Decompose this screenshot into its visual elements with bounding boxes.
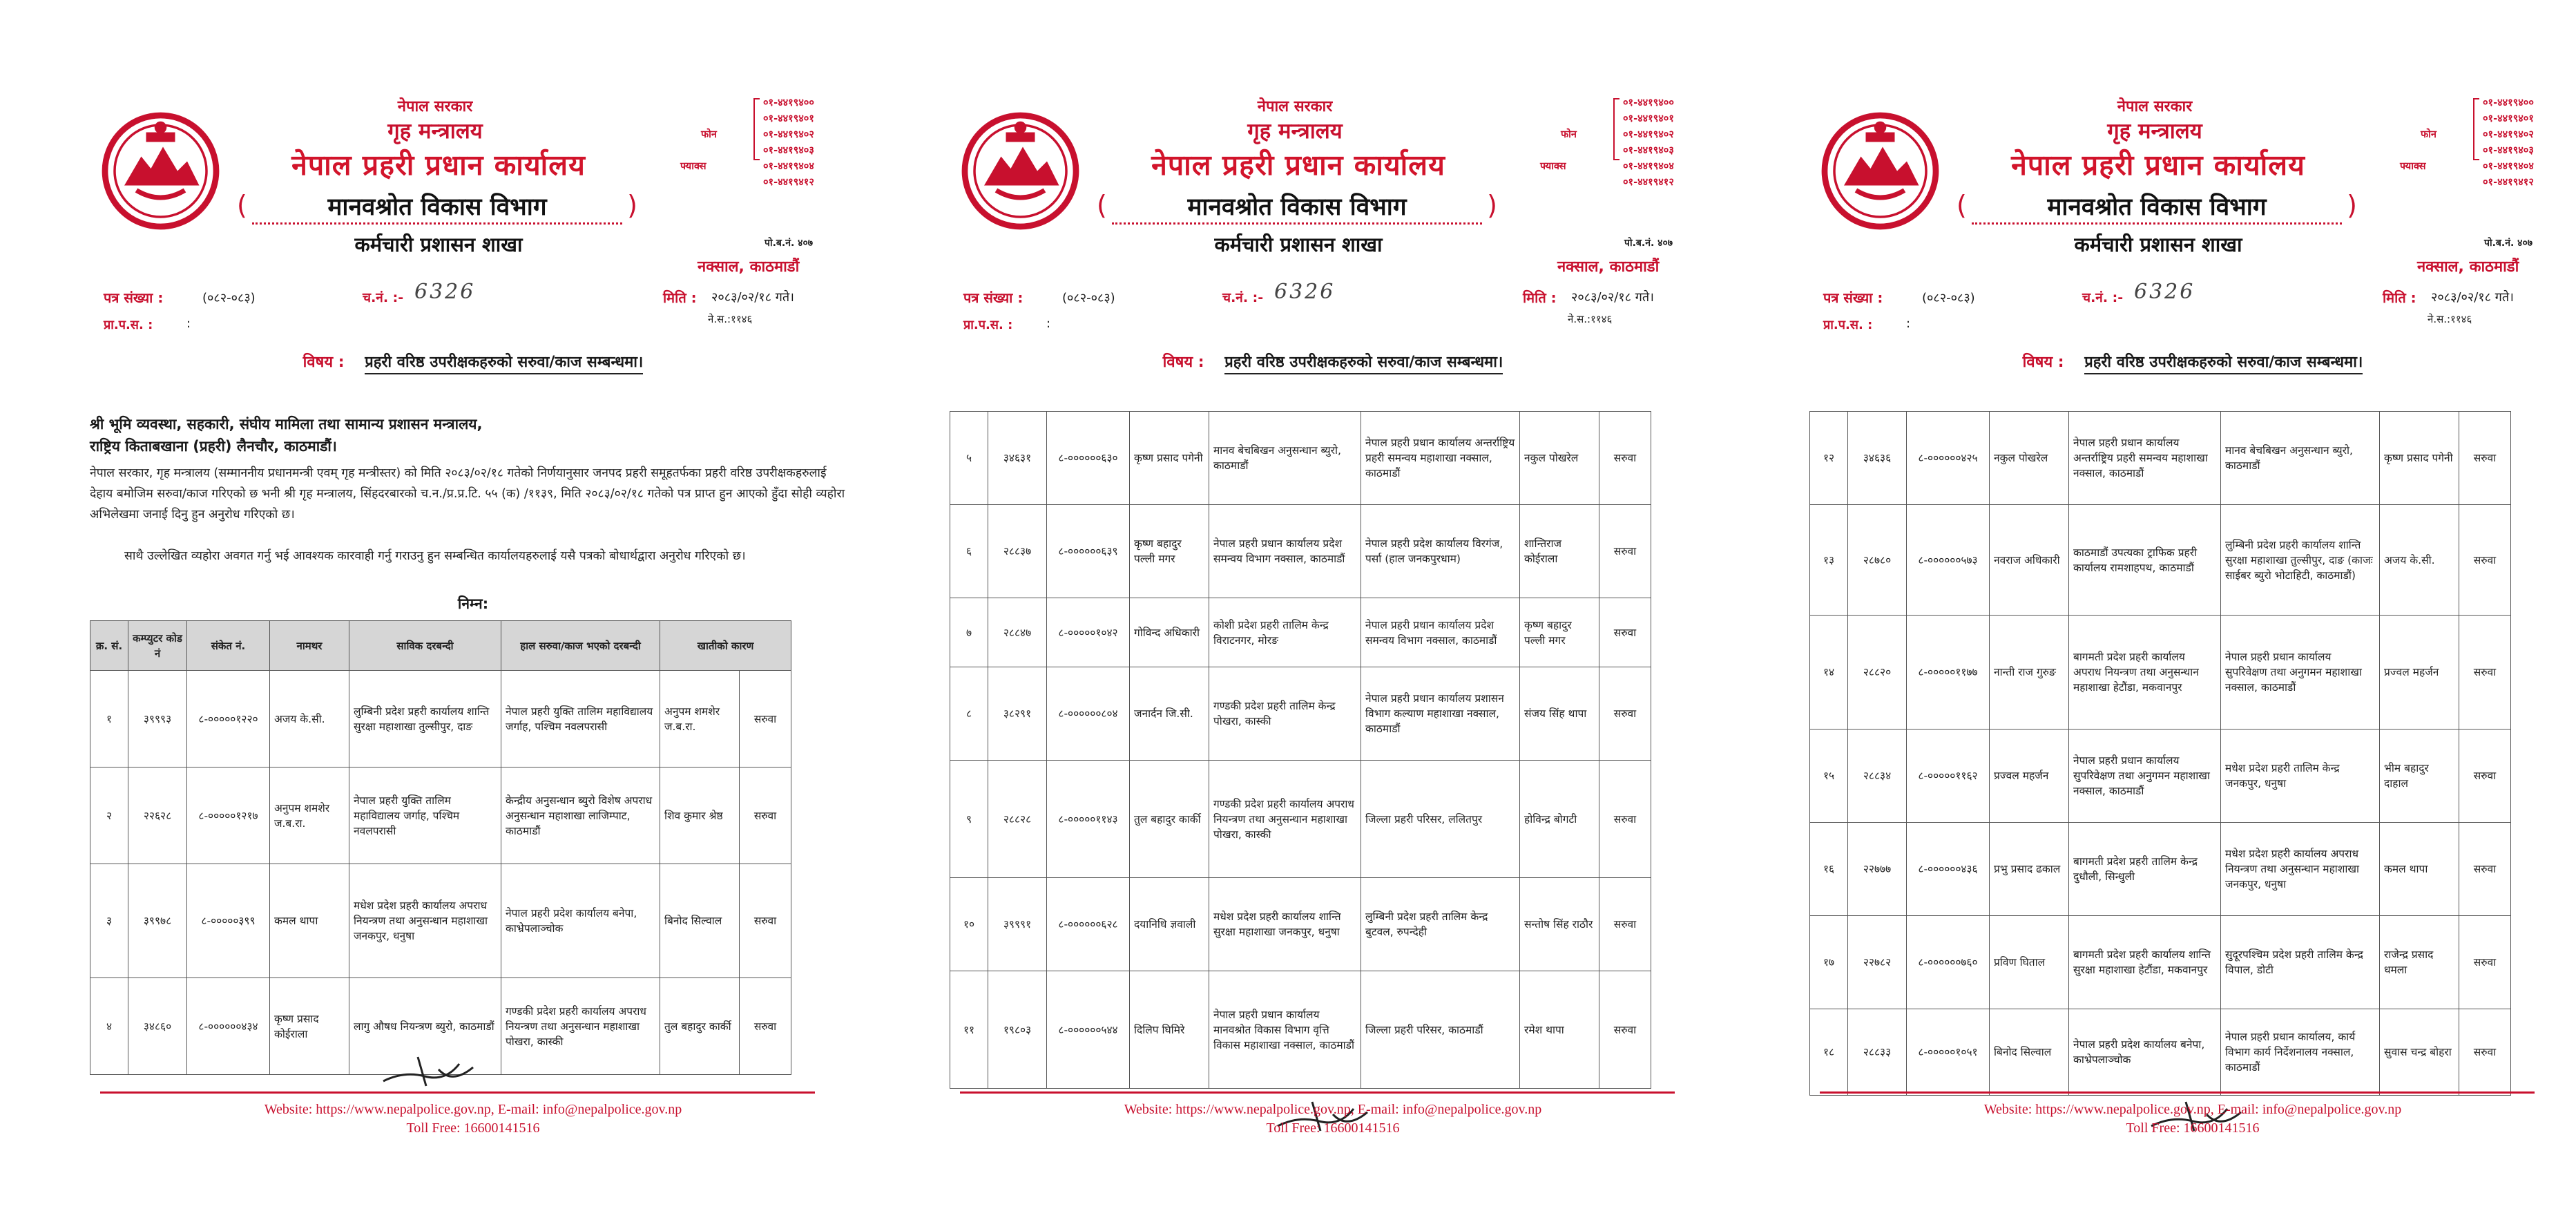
column-header: खातीको कारण [660,621,791,671]
cell-sn: ५ [950,412,988,505]
cell-name: नवराज अधिकारी [1990,505,2069,616]
subject-label: विषय : [302,354,345,371]
footer-toll-free: Toll Free: 16600141516 [2126,1121,2260,1136]
ministry-title: गृह मन्त्रालय [1247,119,1343,144]
cell-name: जनार्दन जि.सी. [1130,667,1209,761]
dispatch-number: 6326 [414,280,476,304]
cell-to: नेपाल प्रहरी प्रधान कार्यालय सुपरिवेक्षण तथा अनुगमन महाशाखा नक्साल, काठमाडौं [2221,616,2380,730]
letter-no-label: पत्र संख्या : [1823,289,1883,306]
column-header: साविक दरबन्दी [349,621,501,671]
cell-to: मधेश प्रदेश प्रहरी कार्यालय अपराध नियन्त्रण तथा अनुसन्धान महाशाखा जनकपुर, धनुषा [2221,823,2380,916]
cell-name: दिलिप घिमिरे [1130,971,1209,1089]
phone-number: ०१-४४१९४०० [2483,97,2534,108]
cell-sn: ४ [90,978,128,1075]
cell-type: सरुवा [740,767,791,864]
cell-code: ३९९९१ [988,878,1047,971]
cell-sn: १ [90,671,128,767]
dispatch-number: 6326 [2134,280,2195,304]
paren-left: ( [1957,190,1967,220]
department-label: मानवश्रोत विकास विभाग [2047,193,2267,221]
letter-no-label: पत्र संख्या : [104,289,164,306]
letter-no-label: पत्र संख्या : [963,289,1023,306]
nepal-samvat: ने.स.:११४६ [1568,313,1613,325]
cell-name: प्रज्वल महर्जन [1990,730,2069,823]
dispatch-label: च.नं. :- [1222,290,1264,305]
cell-sn: १४ [1810,616,1848,730]
cell-from: मधेश प्रदेश प्रहरी कार्यालय अपराध नियन्त्रण तथा अनुसन्धान महाशाखा जनकपुर, धनुषा [349,864,501,978]
cell-vacancy: कृष्ण बहादुर पल्ली मगर [1520,598,1599,667]
cell-from: बागमती प्रदेश प्रहरी कार्यालय अपराध नियन्त्रण तथा अनुसन्धान महाशाखा हेटौंडा, मकवानपुर [2069,616,2221,730]
table-row [1810,505,2511,616]
phone-label: फोन [1561,129,1577,140]
po-box: पो.ब.नं. ४०७ [1624,238,1673,249]
cell-sanket: ८-०००००११६२ [1907,730,1990,823]
cell-code: १९८०३ [988,971,1047,1089]
cell-sn: १६ [1810,823,1848,916]
table-row [1810,730,2511,823]
cell-code: ३४६३६ [1848,412,1907,505]
table-row [90,671,791,767]
cell-from: नेपाल प्रहरी प्रधान कार्यालय प्रदेश समन्वय विभाग नक्साल, काठमाडौं [1209,505,1361,598]
cell-to: नेपाल प्रहरी प्रधान कार्यालय प्रशासन विभाग कल्याण महाशाखा नक्साल, काठमाडौं [1361,667,1520,761]
table-row [950,878,1651,971]
office-title: नेपाल प्रहरी प्रधान कार्यालय [291,149,586,182]
letter-date: २०८३/०२/१८ गते। [711,290,794,305]
date-label: मिति : [1523,289,1557,306]
date-label: मिति : [2383,289,2416,306]
body-paragraph-2: साथै उल्लेखित व्यहोरा अवगत गर्नु भई आवश्यक कारवाही गर्नु गराउनु हुन सम्बन्धित कार्यालयहरुलाई यसै पत्रको बोधार्थद्वारा अनुरोध गरिएको छ। [124,549,746,563]
cell-sanket: ८-००००००५७३ [1907,505,1990,616]
column-header: नामथर [270,621,349,671]
phone-number: ०१-४४१९४०४ [763,161,814,172]
signature-mark [376,1050,480,1091]
fiscal-year: (०८२-०८३) [1922,291,1975,305]
subject-line [1785,351,2576,372]
cell-to: नेपाल प्रहरी प्रधान कार्यालय प्रदेश समन्वय विभाग नक्साल, काठमाडौं [1361,598,1520,667]
cell-code: २२६२८ [128,767,187,864]
cell-to: सुदूरपश्चिम प्रदेश प्रहरी तालिम केन्द्र विपाल, डोटी [2221,916,2380,1009]
cell-code: २८८३३ [1848,1009,1907,1096]
cell-sanket: ८-००००००६३० [1047,412,1130,505]
cell-name: कमल थापा [270,864,349,978]
cell-name: प्रविण घिताल [1990,916,2069,1009]
cell-name: दयानिधि ज्ञवाली [1130,878,1209,971]
cell-sanket: ८-००००००६३९ [1047,505,1130,598]
cell-sanket: ८-००००००७६० [1907,916,1990,1009]
office-address: नक्साल, काठमाडौं [2417,258,2519,276]
reference-row [104,280,881,312]
cell-from: गण्डकी प्रदेश प्रहरी तालिम केन्द्र पोखरा, कास्की [1209,667,1361,761]
cell-vacancy: तुल बहादुर कार्की [660,978,740,1075]
cell-type: सरुवा [1599,598,1651,667]
prapus-value: : [1046,316,1051,331]
paren-right: ) [627,190,637,220]
phone-number: ०१-४४१९४१२ [763,177,814,188]
recipient-line-1: श्री भूमि व्यवस्था, सहकारी, संघीय मामिला तथा सामान्य प्रशासन मन्त्रालय, [90,416,483,432]
cell-vacancy: शिव कुमार श्रेष्ठ [660,767,740,864]
office-title: नेपाल प्रहरी प्रधान कार्यालय [2011,149,2305,182]
cell-type: सरुवा [1599,505,1651,598]
dotted-underline [252,222,622,225]
table-row [950,412,1651,505]
table-row [1810,412,2511,505]
paren-left: ( [237,190,247,220]
office-title: नेपाल प्रहरी प्रधान कार्यालय [1151,149,1445,182]
cell-sn: १२ [1810,412,1848,505]
cell-name: बिनोद सिल्वाल [1990,1009,2069,1096]
subject-text: प्रहरी वरिष्ठ उपरीक्षकहरुको सरुवा/काज सम्बन्धमा। [1224,354,1503,374]
table-row [1810,916,2511,1009]
footer-website: Website: https://www.nepalpolice.gov.np, E-mail: info@nepalpolice.gov.np [1983,1102,2402,1117]
cell-to: केन्द्रीय अनुसन्धान ब्युरो विशेष अपराध अनुसन्धान महाशाखा लाजिम्पाट, काठमाडौं [501,767,660,864]
cell-sanket: ८-०००००१०५१ [1907,1009,1990,1096]
table-row [950,667,1651,761]
cell-sanket: ८-०००००१०४२ [1047,598,1130,667]
subject-label: विषय : [1162,354,1204,371]
phone-numbers [763,95,814,191]
cell-type: सरुवा [2459,1009,2511,1096]
cell-sn: ३ [90,864,128,978]
cell-type: सरुवा [2459,616,2511,730]
cell-type: सरुवा [1599,667,1651,761]
cell-from: नेपाल प्रहरी युक्ति तालिम महाविद्यालय जर्गाह, पश्चिम नवलपरासी [349,767,501,864]
cell-name: नकुल पोखरेल [1990,412,2069,505]
table-row [950,505,1651,598]
po-box: पो.ब.नं. ४०७ [2484,238,2533,249]
cell-sanket: ८-०००००११७७ [1907,616,1990,730]
footer-rule [1820,1091,2535,1094]
office-address: नक्साल, काठमाडौं [698,258,800,276]
cell-name: तुल बहादुर कार्की [1130,761,1209,878]
branch-title: कर्मचारी प्रशासन शाखा [354,233,523,256]
cell-sn: ११ [950,971,988,1089]
letter-date: २०८३/०२/१८ गते। [1571,290,1654,305]
phone-number: ०१-४४१९४०३ [1623,145,1674,156]
cell-code: २८८३७ [988,505,1047,598]
transfer-table [90,620,791,1075]
cell-to: लुम्बिनी प्रदेश प्रहरी तालिम केन्द्र बुटवल, रुपन्देही [1361,878,1520,971]
prapus-label: प्रा.प.स. : [1823,318,1873,332]
cell-type: सरुवा [2459,730,2511,823]
cell-name: अजय के.सी. [270,671,349,767]
nepal-samvat: ने.स.:११४६ [2428,313,2472,325]
phone-number: ०१-४४१९४०० [763,97,814,108]
table-row [950,761,1651,878]
cell-sanket: ८-०००००१२२० [187,671,270,767]
cell-vacancy: राजेन्द्र प्रसाद धमला [2380,916,2459,1009]
dotted-underline [1112,222,1482,225]
cell-sanket: ८-००००००४३६ [1907,823,1990,916]
cell-type: सरुवा [740,864,791,978]
department-title [1957,190,2357,227]
cell-name: प्रभु प्रसाद ढकाल [1990,823,2069,916]
cell-sanket: ८-००००००८०४ [1047,667,1130,761]
prapus-label: प्रा.प.स. : [104,318,153,332]
letter-page-2 [925,0,1740,1211]
table-row [90,767,791,864]
phone-number: ०१-४४१९४०४ [1623,161,1674,172]
cell-code: २८८२० [1848,616,1907,730]
gov-title: नेपाल सरकार [397,98,473,115]
prapus-value: : [1906,316,1911,331]
column-header: क्र. सं. [90,621,128,671]
cell-type: सरुवा [1599,878,1651,971]
paren-right: ) [2347,190,2357,220]
subject-text: प्रहरी वरिष्ठ उपरीक्षकहरुको सरुवा/काज सम्बन्धमा। [2084,354,2363,374]
po-box: पो.ब.नं. ४०७ [765,238,814,249]
cell-to: जिल्ला प्रहरी परिसर, काठमाडौं [1361,971,1520,1089]
cell-from: मानव बेचबिखन अनुसन्धान ब्युरो, काठमाडौं [1209,412,1361,505]
phone-number: ०१-४४१९४०२ [2483,129,2534,140]
office-address: नक्साल, काठमाडौं [1557,258,1660,276]
letter-page-3 [1785,0,2576,1211]
cell-to: नेपाल प्रहरी प्रदेश कार्यालय विरगंज, पर्सा (हाल जनकपुरधाम) [1361,505,1520,598]
cell-from: बागमती प्रदेश प्रहरी कार्यालय शान्ति सुरक्षा महाशाखा हेटौंडा, मकवानपुर [2069,916,2221,1009]
reference-row [963,280,1740,312]
cell-sn: ८ [950,667,988,761]
annex-title: निम्न: [457,595,489,612]
cell-vacancy: होविन्द्र बोगटी [1520,761,1599,878]
department-label: मानवश्रोत विकास विभाग [1187,193,1407,221]
phone-number: ०१-४४१९४०१ [1623,113,1674,124]
cell-from: लुम्बिनी प्रदेश प्रहरी कार्यालय शान्ति सुरक्षा महाशाखा तुल्सीपुर, दाङ [349,671,501,767]
fiscal-year: (०८२-०८३) [202,291,256,305]
cell-to: मधेश प्रदेश प्रहरी तालिम केन्द्र जनकपुर, धनुषा [2221,730,2380,823]
cell-type: सरुवा [1599,412,1651,505]
cell-to: नेपाल प्रहरी प्रदेश कार्यालय बनेपा, काभ्रेपलाञ्चोक [501,864,660,978]
table-row [1810,823,2511,916]
cell-from: कोशी प्रदेश प्रहरी तालिम केन्द्र विराटनगर, मोरङ [1209,598,1361,667]
cell-vacancy: कमल थापा [2380,823,2459,916]
cell-code: २८७८० [1848,505,1907,616]
department-label: मानवश्रोत विकास विभाग [327,193,547,221]
cell-sn: ९ [950,761,988,878]
gov-title: नेपाल सरकार [1257,98,1333,115]
cell-vacancy: रमेश थापा [1520,971,1599,1089]
cell-sn: १८ [1810,1009,1848,1096]
transfer-table [950,411,1651,1089]
cell-code: २८८२८ [988,761,1047,878]
footer-rule [960,1091,1675,1094]
cell-to: जिल्ला प्रहरी परिसर, ललितपुर [1361,761,1520,878]
cell-vacancy: सुवास चन्द्र बोहरा [2380,1009,2459,1096]
paren-left: ( [1097,190,1107,220]
cell-code: ३४६३१ [988,412,1047,505]
letter-date: २०८३/०२/१८ गते। [2431,290,2514,305]
prapus-label: प्रा.प.स. : [963,318,1013,332]
cell-code: ३४८६० [128,978,187,1075]
cell-sanket: ८-०००००११४३ [1047,761,1130,878]
phone-number: ०१-४४१९४०२ [1623,129,1674,140]
phone-number: ०१-४४१९४०१ [763,113,814,124]
cell-type: सरुवा [1599,971,1651,1089]
cell-name: नान्ती राज गुरुङ [1990,616,2069,730]
department-title [237,190,637,227]
footer-website: Website: https://www.nepalpolice.gov.np, E-mail: info@nepalpolice.gov.np [1124,1102,1542,1117]
cell-name: कृष्ण प्रसाद पगेनी [1130,412,1209,505]
cell-from: नेपाल प्रहरी प्रधान कार्यालय सुपरिवेक्षण तथा अनुगमन महाशाखा नक्साल, काठमाडौं [2069,730,2221,823]
cell-code: २८८४७ [988,598,1047,667]
subject-line [925,351,1740,372]
phone-bracket [1613,98,1619,160]
phone-number: ०१-४४१९४०० [1623,97,1674,108]
cell-from: लागु औषध नियन्त्रण ब्युरो, काठमाडौं [349,978,501,1075]
dispatch-label: च.नं. :- [363,290,404,305]
cell-sanket: ८-००००००४२५ [1907,412,1990,505]
phone-label: फोन [701,129,717,140]
cell-from: काठमाडौं उपत्यका ट्राफिक प्रहरी कार्यालय रामशाहपथ, काठमाडौं [2069,505,2221,616]
fax-label: फ्याक्स [680,161,707,172]
subject-text: प्रहरी वरिष्ठ उपरीक्षकहरुको सरुवा/काज सम्बन्धमा। [365,354,643,374]
fax-label: फ्याक्स [2400,161,2426,172]
cell-vacancy: संजय सिंह थापा [1520,667,1599,761]
cell-name: कृष्ण बहादुर पल्ली मगर [1130,505,1209,598]
cell-code: ३८२९१ [988,667,1047,761]
cell-code: ३९९९३ [128,671,187,767]
cell-to: गण्डकी प्रदेश प्रहरी कार्यालय अपराध नियन्त्रण तथा अनुसन्धान महाशाखा पोखरा, कास्की [501,978,660,1075]
cell-vacancy: भीम बहादुर दाहाल [2380,730,2459,823]
phone-number: ०१-४४१९४१२ [2483,177,2534,188]
table-row [1810,1009,2511,1096]
phone-number: ०१-४४१९४०३ [2483,145,2534,156]
dispatch-label: च.नं. :- [2082,290,2124,305]
cell-name: गोविन्द अधिकारी [1130,598,1209,667]
cell-to: लुम्बिनी प्रदेश प्रहरी कार्यालय शान्ति सुरक्षा महाशाखा तुल्सीपुर, दाङ (काजः साईबर ब्युरो भोटाहिटी, काठमाडौं) [2221,505,2380,616]
table-row [90,864,791,978]
cell-vacancy: नकुल पोखरेल [1520,412,1599,505]
letter-page-1 [66,0,881,1211]
phone-numbers [1623,95,1674,191]
phone-number: ०१-४४१९४०४ [2483,161,2534,172]
cell-vacancy: प्रज्वल महर्जन [2380,616,2459,730]
cell-sn: ७ [950,598,988,667]
cell-sanket: ८-०००००१२१७ [187,767,270,864]
dotted-underline [1972,222,2342,225]
cell-vacancy: कृष्ण प्रसाद पगेनी [2380,412,2459,505]
cell-sn: १५ [1810,730,1848,823]
cell-type: सरुवा [740,978,791,1075]
table-row [950,971,1651,1089]
body-paragraph-1: नेपाल सरकार, गृह मन्त्रालय (सम्माननीय प्रधानमन्त्री एवम् गृह मन्त्रीस्तर) को मिति २०८३/०२/१८ गतेको निर्णयानुसार जनपद प्रहरी समूहतर्फका प्रहरी वरिष्ठ उपरीक्षकहरुलाई देहाय बमोजिम सरुवा/काज गरिएको छ भनी श्री गृह मन्त्रालय, सिंहदरबारको च.न./प्र.प्र.टि. ५५ (क) /११३९, मिति २०८३/०२/१८ गतेको पत्र प्राप्त हुन आएको हुँदा सोही व्यहोरा अभिलेखमा जनाई दिनु हुन अनुरोध गरिएको छ। [90,466,845,522]
column-header: कम्प्युटर कोड नं [128,621,187,671]
cell-to: नेपाल प्रहरी प्रधान कार्यालय, कार्य विभाग कार्य निर्देशनालय नक्साल, काठमाडौं [2221,1009,2380,1096]
cell-sanket: ८-००००००५४४ [1047,971,1130,1089]
cell-name: अनुपम शमशेर ज.ब.रा. [270,767,349,864]
cell-sn: २ [90,767,128,864]
reference-row [1823,280,2576,312]
phone-number: ०१-४४१९४०२ [763,129,814,140]
cell-vacancy: बिनोद सिल्वाल [660,864,740,978]
ministry-title: गृह मन्त्रालय [2107,119,2202,144]
phone-number: ०१-४४१९४०१ [2483,113,2534,124]
branch-title: कर्मचारी प्रशासन शाखा [1214,233,1383,256]
column-header: संकेत नं. [187,621,270,671]
cell-from: नेपाल प्रहरी प्रधान कार्यालय मानवश्रोत विकास विभाग वृत्ति विकास महाशाखा नक्साल, काठमाडौं [1209,971,1361,1089]
cell-from: मधेश प्रदेश प्रहरी कार्यालय शान्ति सुरक्षा महाशाखा जनकपुर, धनुषा [1209,878,1361,971]
prapus-value: : [186,316,191,331]
cell-sanket: ८-००००००६२८ [1047,878,1130,971]
date-label: मिति : [663,289,697,306]
cell-from: बागमती प्रदेश प्रहरी तालिम केन्द्र दुधौली, सिन्धुली [2069,823,2221,916]
fiscal-year: (०८२-०८३) [1062,291,1115,305]
table-row [950,598,1651,667]
cell-sn: १३ [1810,505,1848,616]
cell-type: सरुवा [2459,505,2511,616]
footer-website: Website: https://www.nepalpolice.gov.np, E-mail: info@nepalpolice.gov.np [264,1102,682,1117]
phone-bracket [753,98,760,160]
transfer-table [1809,411,2511,1096]
footer-rule [100,1091,815,1094]
gov-title: नेपाल सरकार [2117,98,2193,115]
cell-sn: १० [950,878,988,971]
department-title [1097,190,1497,227]
phone-numbers [2483,95,2534,191]
dispatch-number: 6326 [1274,280,1336,304]
phone-bracket [2473,98,2479,160]
cell-code: २२७८२ [1848,916,1907,1009]
table-header-row [90,621,791,671]
cell-vacancy: अजय के.सी. [2380,505,2459,616]
cell-from: नेपाल प्रहरी प्रधान कार्यालय अन्तर्राष्ट्रिय प्रहरी समन्वय महाशाखा नक्साल, काठमाडौं [2069,412,2221,505]
column-header: हाल सरुवा/काज भएको दरबन्दी [501,621,660,671]
cell-type: सरुवा [1599,761,1651,878]
cell-vacancy: अनुपम शमशेर ज.ब.रा. [660,671,740,767]
phone-number: ०१-४४१९४०३ [763,145,814,156]
cell-to: नेपाल प्रहरी युक्ति तालिम महाविद्यालय जर्गाह, पश्चिम नवलपरासी [501,671,660,767]
cell-name: कृष्ण प्रसाद कोईराला [270,978,349,1075]
cell-to: मानव बेचबिखन अनुसन्धान ब्युरो, काठमाडौं [2221,412,2380,505]
cell-type: सरुवा [2459,412,2511,505]
cell-sn: १७ [1810,916,1848,1009]
cell-type: सरुवा [740,671,791,767]
phone-number: ०१-४४१९४१२ [1623,177,1674,188]
footer-toll-free: Toll Free: 16600141516 [406,1121,540,1136]
ministry-title: गृह मन्त्रालय [387,119,483,144]
cell-vacancy: सन्तोष सिंह राठौर [1520,878,1599,971]
cell-type: सरुवा [2459,916,2511,1009]
nepal-samvat: ने.स.:११४६ [708,313,753,325]
cell-code: २२७७७ [1848,823,1907,916]
branch-title: कर्मचारी प्रशासन शाखा [2074,233,2242,256]
cell-sanket: ८-००००००४३४ [187,978,270,1075]
recipient-line-2: राष्ट्रिय किताबखाना (प्रहरी) लैनचौर, काठमाडौं। [90,438,337,455]
phone-label: फोन [2421,129,2436,140]
cell-vacancy: शान्तिराज कोईराला [1520,505,1599,598]
cell-from: गण्डकी प्रदेश प्रहरी कार्यालय अपराध नियन्त्रण तथा अनुसन्धान महाशाखा पोखरा, कास्की [1209,761,1361,878]
subject-line [66,351,881,372]
table-row [1810,616,2511,730]
cell-sn: ६ [950,505,988,598]
cell-code: ३९९७८ [128,864,187,978]
cell-from: नेपाल प्रहरी प्रदेश कार्यालय बनेपा, काभ्रेपलाञ्चोक [2069,1009,2221,1096]
cell-sanket: ८-०००००३९९ [187,864,270,978]
cell-code: २८८३४ [1848,730,1907,823]
paren-right: ) [1487,190,1497,220]
footer-toll-free: Toll Free: 16600141516 [1266,1121,1400,1136]
cell-to: नेपाल प्रहरी प्रधान कार्यालय अन्तर्राष्ट्रिय प्रहरी समन्वय महाशाखा नक्साल, काठमाडौं [1361,412,1520,505]
fax-label: फ्याक्स [1540,161,1566,172]
subject-label: विषय : [2022,354,2064,371]
cell-type: सरुवा [2459,823,2511,916]
